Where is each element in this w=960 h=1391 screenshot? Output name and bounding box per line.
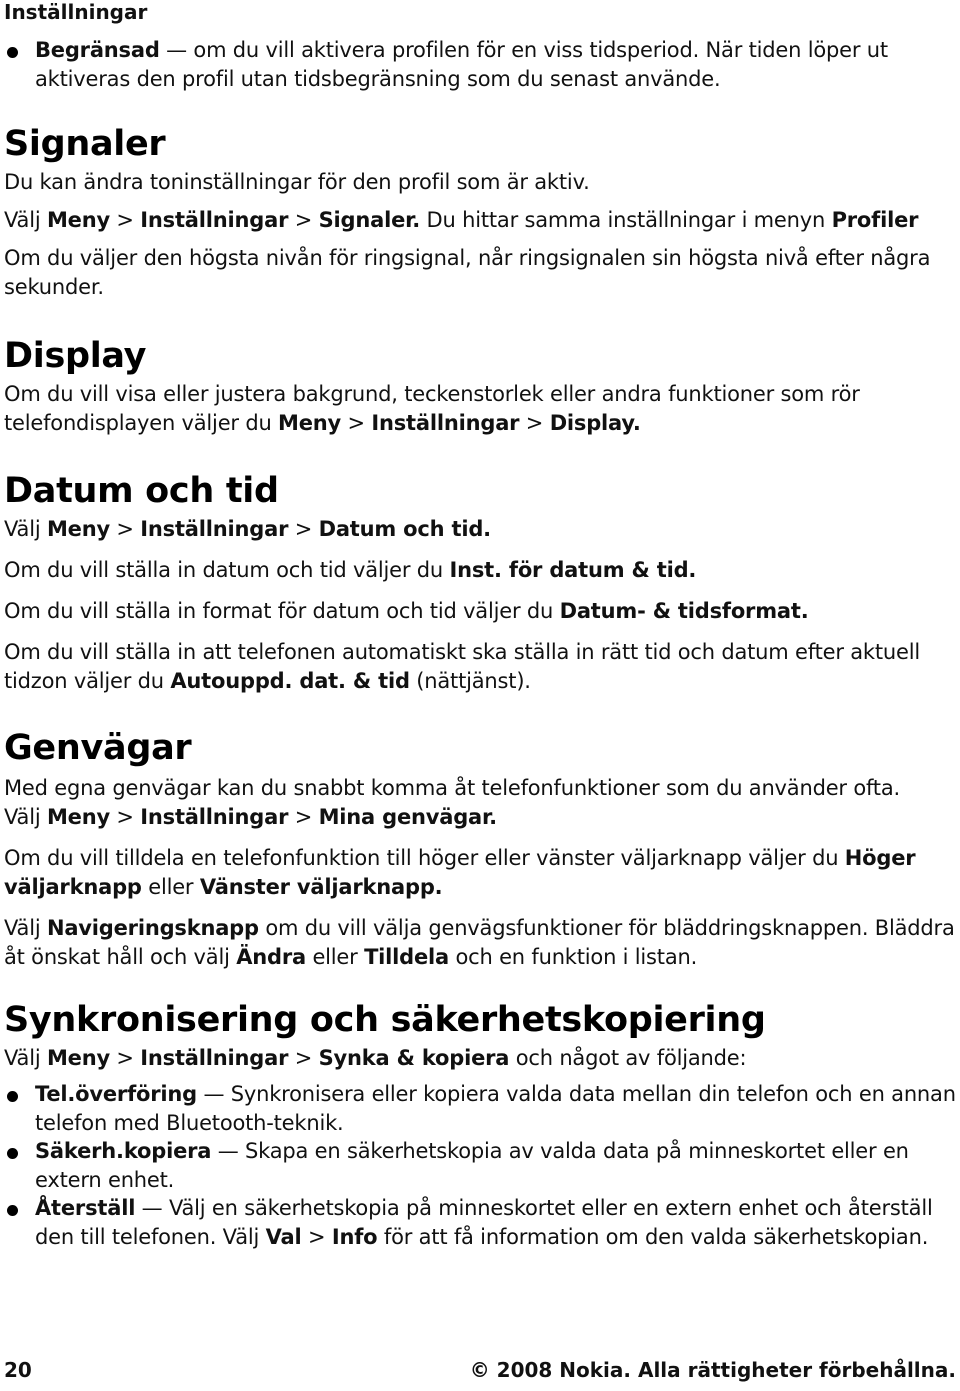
section-signaler [4,124,956,302]
list-item-text: — om du vill aktivera profilen för en viss tidsperiod. När tiden löper ut aktiveras den profil utan tidsbegränsning som du senast använde. [35,38,888,91]
section-heading: Display [4,336,147,376]
paragraph: Välj Meny > Inställningar > Signaler. Du hittar samma inställningar i menyn Profiler [4,208,919,232]
list-item [4,1137,956,1194]
paragraph: Välj Meny > Inställningar > Datum och tid. [4,517,491,541]
running-head: Inställningar [4,0,148,24]
list-item-text: — Välj en säkerhetskopia på minneskortet eller en extern enhet och återställ den till telefonen. Välj [35,1196,933,1249]
list-item [4,36,956,93]
list-item-text: — Synkronisera eller kopiera valda data mellan din telefon och en annan telefon med Bluetooth-teknik. [35,1082,956,1135]
list-item [4,1080,956,1137]
section-datum-och-tid [4,471,956,696]
bullet-icon [7,1205,18,1216]
bullet-icon [7,1148,18,1159]
paragraph: Om du vill ställa in format för datum och tid väljer du Datum- & tidsformat. [4,599,809,623]
paragraph: Välj Navigeringsknapp om du vill välja genvägsfunktioner för bläddringsknappen. Bläddra åt önskat håll och välj Ändra eller Tilldela och en funktion i listan. [4,916,955,969]
option-list [4,1080,956,1251]
paragraph: Om du vill visa eller justera bakgrund, teckenstorlek eller andra funktioner som rör telefondisplayen väljer du Meny > Inställningar > Display. [4,382,860,435]
list-item-term: Återställ [35,1196,136,1220]
page-footer [4,1358,956,1388]
list-item-text: — Skapa en säkerhetskopia av valda data på minneskortet eller en extern enhet. [35,1139,909,1192]
paragraph: Välj Meny > Inställningar > Synka & kopiera och något av följande: [4,1046,747,1070]
section-heading: Datum och tid [4,471,279,511]
copyright-notice: © 2008 Nokia. Alla rättigheter förbehållna. [469,1358,956,1382]
paragraph: Om du väljer den högsta nivån för ringsignal, når ringsignalen sin högsta nivå efter några sekunder. [4,246,931,299]
section-heading: Synkronisering och säkerhetskopiering [4,1000,766,1040]
section-genvagar [4,728,956,972]
list-item-term: Begränsad [35,38,160,62]
list-item-term: Tel.överföring [35,1082,197,1106]
page-number: 20 [4,1358,32,1382]
bullet-icon [7,47,18,58]
section-heading: Genvägar [4,728,192,768]
paragraph: Om du vill ställa in datum och tid väljer du Inst. för datum & tid. [4,558,697,582]
paragraph: Om du vill tilldela en telefonfunktion till höger eller vänster väljarknapp väljer du Höger väljarknapp eller Vänster väljarknapp. [4,846,916,899]
paragraph: Du kan ändra toninställningar för den profil som är aktiv. [4,170,590,194]
paragraph: Om du vill ställa in att telefonen automatiskt ska ställa in rätt tid och datum efter aktuell tidzon väljer du Autouppd. dat. & tid (nättjänst). [4,640,920,693]
list-item-term: Säkerh.kopiera [35,1139,212,1163]
top-bullet-list [4,36,956,93]
list-item: Återställ — Välj en säkerhetskopia på minneskortet eller en extern enhet och återställ den till telefonen. Välj Val > Info för att få information om den valda säkerhetskopian. [4,1194,956,1251]
section-heading: Signaler [4,124,166,164]
bullet-icon [7,1091,18,1102]
paragraph: Med egna genvägar kan du snabbt komma åt telefonfunktioner som du använder ofta. Välj Meny > Inställningar > Mina genvägar. [4,776,900,829]
section-synkronisering [4,1000,956,1251]
section-display [4,336,956,438]
